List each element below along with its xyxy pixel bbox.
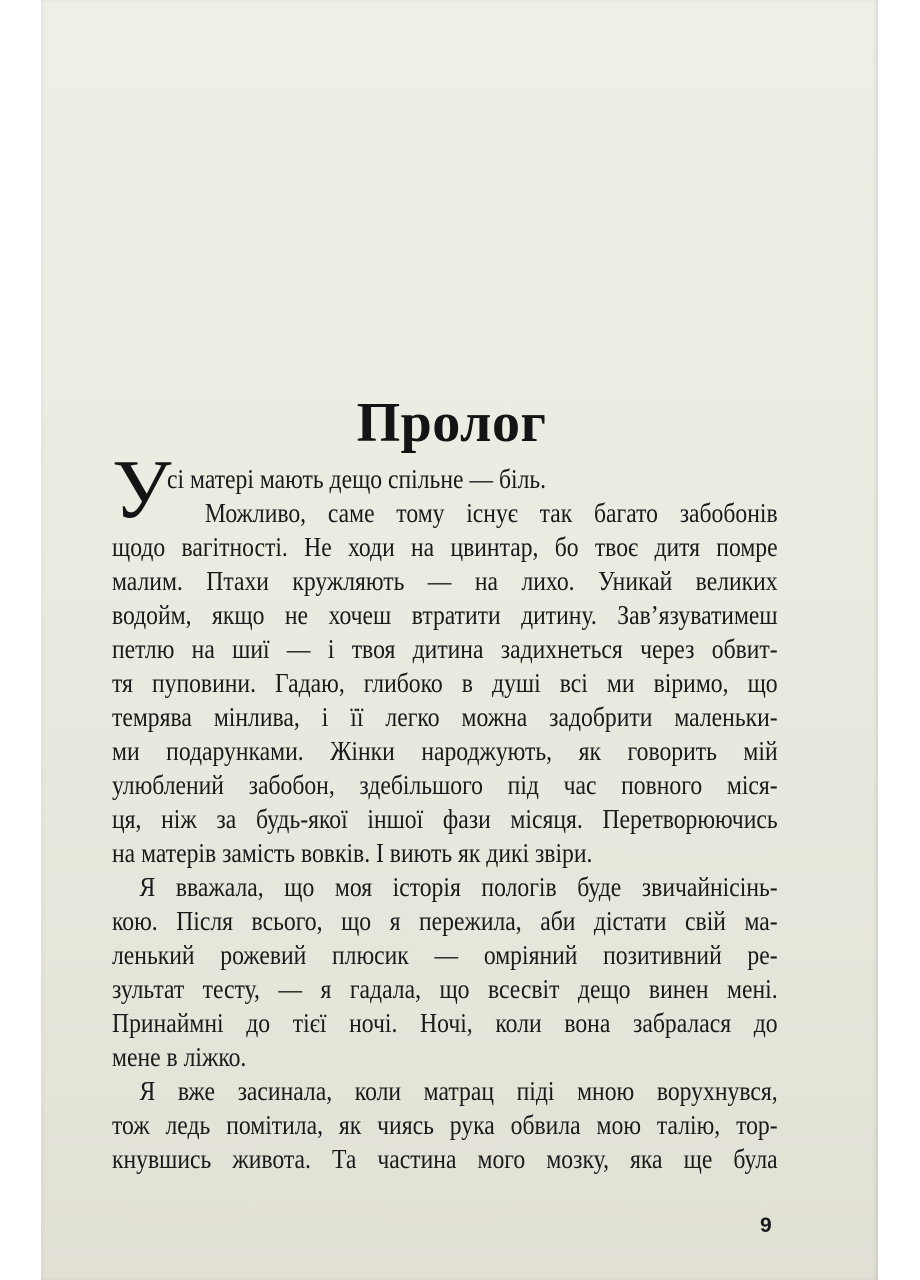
page-number: 9 — [760, 1214, 772, 1237]
text-line: Принаймні до тієї ночі. Ночі, коли вона забралася до — [112, 1007, 778, 1038]
text-line: Я вважала, що моя історія пологів буде звичайнісінь- — [139, 871, 778, 902]
page-edge-shadow — [874, 0, 878, 1280]
text-line: Можливо, саме тому існує так багато забобонів — [204, 497, 778, 528]
text-line: петлю на шиї — і твоя дитина задихнеться через обвит- — [112, 633, 778, 664]
text-line: щодо вагітності. Не ходи на цвинтар, бо твоє дитя помре — [112, 531, 778, 562]
book-page — [41, 0, 878, 1280]
chapter-title: Пролог — [356, 391, 547, 454]
text-line: сі матері мають дещо спільне — біль. — [167, 463, 547, 494]
text-line: зультат тесту, — я гадала, що всесвіт дещо винен мені. — [112, 973, 778, 1004]
text-line: тож ледь помітила, як чиясь рука обвила мою талію, тор- — [112, 1109, 778, 1140]
drop-cap: У — [112, 443, 172, 536]
text-line: на матерів замість вовків. І виють як дикі звіри. — [112, 837, 593, 868]
text-line: тя пуповини. Гадаю, глибоко в душі всі ми віримо, що — [112, 667, 778, 698]
body-text — [112, 462, 778, 1176]
text-line: кнувшись живота. Та частина мого мозку, яка ще була — [112, 1143, 778, 1174]
text-line: малим. Птахи кружляють — на лихо. Уникай великих — [112, 565, 778, 596]
text-line: мене в ліжко. — [112, 1041, 247, 1072]
text-line: улюблений забобон, здебільшого під час повного міся- — [112, 769, 778, 800]
text-line: водойм, якщо не хочеш втратити дитину. Зав’язуватимеш — [112, 599, 778, 630]
text-line: темрява мінлива, і її легко можна задобрити маленьки- — [112, 701, 778, 732]
text-line: Я вже засинала, коли матрац піді мною ворухнувся, — [139, 1075, 778, 1106]
text-line: кою. Після всього, що я пережила, аби дістати свій ма- — [112, 905, 778, 936]
text-line: ми подарунками. Жінки народжують, як говорить мій — [112, 735, 778, 766]
text-line: ця, ніж за будь-якої іншої фази місяця. Перетворюючись — [112, 803, 778, 834]
text-line: ленький рожевий плюсик — омріяний позитивний ре- — [112, 939, 778, 970]
